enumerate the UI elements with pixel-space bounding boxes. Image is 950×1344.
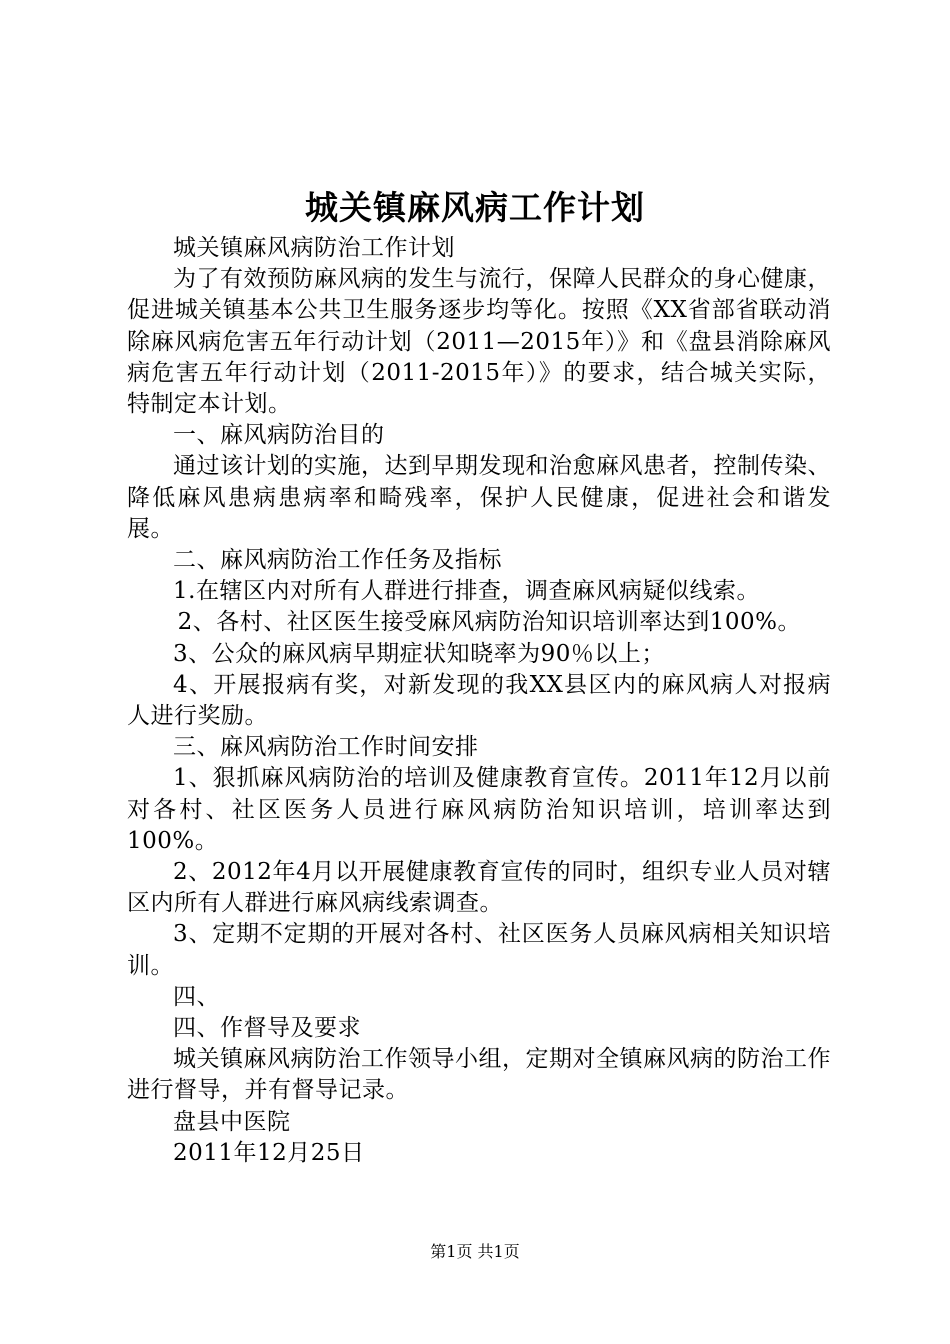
list-item-task-4: 4、开展报病有奖，对新发现的我XX县区内的麻风病人对报病人进行奖励。 xyxy=(127,671,831,730)
list-item-schedule-2: 2、2012年4月以开展健康教育宣传的同时，组织专业人员对辖区内所有人群进行麻风病线索调查。 xyxy=(127,859,831,917)
list-item-task-1: 1.在辖区内对所有人群进行排查，调查麻风病疑似线索。 xyxy=(173,578,760,605)
page-number-footer: 第1页 共1页 xyxy=(430,1242,520,1261)
heading-section-2: 二、麻风病防治工作任务及指标 xyxy=(173,547,502,574)
heading-section-1: 一、麻风病防治目的 xyxy=(173,422,385,449)
list-item-schedule-1: 1、狠抓麻风病防治的培训及健康教育宣传。2011年12月以前对各村、社区医务人员进行麻风病防治知识培训，培训率达到100%。 xyxy=(127,765,831,854)
paragraph-subtitle: 城关镇麻风病防治工作计划 xyxy=(173,235,455,261)
signature-organization: 盘县中医院 xyxy=(173,1108,291,1135)
list-item-task-2: 2、各村、社区医生接受麻风病防治知识培训率达到100%。 xyxy=(177,609,801,636)
paragraph-section-1: 通过该计划的实施，达到早期发现和治愈麻风患者，控制传染、降低麻风患病患病率和畸残率，保护人民健康，促进社会和谐发展。 xyxy=(127,453,831,542)
list-item-schedule-3: 3、定期不定期的开展对各村、社区医务人员麻风病相关知识培训。 xyxy=(127,921,831,979)
signature-date: 2011年12月25日 xyxy=(173,1139,365,1166)
list-item-task-3: 3、公众的麻风病早期症状知晓率为90％以上； xyxy=(173,640,665,667)
paragraph-intro: 为了有效预防麻风病的发生与流行，保障人民群众的身心健康，促进城关镇基本公共卫生服务逐步均等化。按照《XX省部省联动消除麻风病危害五年行动计划（2011—2015年）》和《盘县消除麻风病危害五年行动计划（2011-2015年）》的要求，结合城关实际，特制定本计划。 xyxy=(127,266,831,418)
document-body xyxy=(127,233,831,1169)
paragraph-section-4: 城关镇麻风病防治工作领导小组，定期对全镇麻风病的防治工作进行督导，并有督导记录。 xyxy=(127,1046,831,1104)
heading-section-4: 四、作督导及要求 xyxy=(173,1015,361,1042)
heading-section-4-stub: 四、 xyxy=(173,983,220,1010)
heading-section-3: 三、麻风病防治工作时间安排 xyxy=(173,734,479,761)
page-title: 城关镇麻风病工作计划 xyxy=(305,188,645,227)
